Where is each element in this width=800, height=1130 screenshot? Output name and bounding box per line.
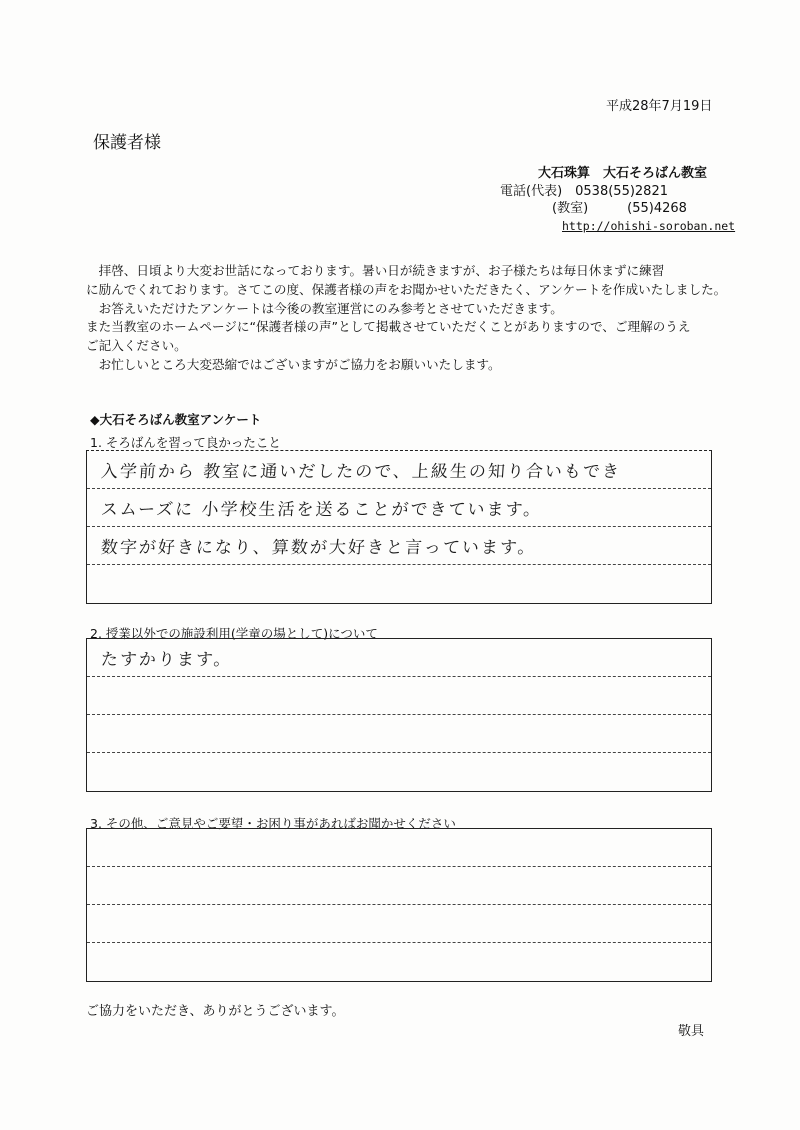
answer-line: [87, 829, 711, 867]
question-1-answer-box[interactable]: [86, 450, 712, 604]
answer-line: [87, 867, 711, 905]
handwritten-answer: スムーズに 小学校生活を送ることができています。: [100, 500, 543, 520]
letter-line: ご記入ください。: [86, 338, 187, 354]
closing-thanks: ご協力をいただき、ありがとうございます。: [86, 1004, 345, 1019]
addressee: 保護者様: [93, 133, 161, 153]
handwritten-answer: 入学前から 教室に通いだしたので、上級生の知り合いもでき: [100, 462, 622, 482]
letter-line: に励んでくれております。さてこの度、保護者様の声をお聞かせいただきたく、アンケートを作成いたしました。: [86, 281, 727, 297]
answer-line: [87, 677, 711, 715]
letter-line: 拝啓、日頃より大変お世話になっております。暑い日が続きますが、お子様たちは毎日休まずに練習: [86, 263, 665, 278]
answer-line: [87, 639, 711, 677]
question-3-label: 3. その他、ご意見やご要望・お困り事があればお聞かせください: [90, 816, 456, 831]
answer-line: [87, 489, 711, 527]
handwritten-answer: たすかります。: [100, 650, 234, 670]
answer-line: [87, 753, 711, 791]
question-1-label: 1. そろばんを習って良かったこと: [90, 435, 281, 450]
sign-off: 敬具: [678, 1024, 705, 1039]
question-2-label: 2. 授業以外での施設利用(学童の場として)について: [90, 626, 378, 641]
letter-body: [86, 262, 726, 375]
sender-phone-main: 電話(代表) 0538(55)2821: [500, 183, 668, 199]
sender-url-link[interactable]: http://ohishi-soroban.net: [562, 218, 736, 233]
letter-line: お答えいただけたアンケートは今後の教室運営にのみ参考とさせていただきます。: [86, 300, 563, 316]
answer-line: [87, 451, 711, 489]
answer-line: [87, 715, 711, 753]
letter-line: お忙しいところ大変恐縮ではございますがご協力をお願いいたします。: [86, 356, 501, 372]
answer-line: [87, 565, 711, 603]
survey-title: ◆大石そろばん教室アンケート: [90, 412, 262, 427]
sender-block: [500, 165, 735, 235]
letter-date: 平成28年7月19日: [606, 99, 713, 114]
question-3-answer-box[interactable]: [86, 828, 712, 982]
answer-line: [87, 905, 711, 943]
sender-phone-classroom: (教室) (55)4268: [552, 201, 687, 216]
answer-line: [87, 527, 711, 565]
handwritten-answer: 数字が好きになり、算数が大好きと言っています。: [100, 538, 538, 558]
answer-line: [87, 943, 711, 981]
question-2-answer-box[interactable]: [86, 638, 712, 792]
sender-name: 大石珠算 大石そろばん教室: [538, 166, 708, 181]
letter-line: また当教室のホームページに“保護者様の声”として掲載させていただくことがありますので、ご理解のうえ: [86, 319, 691, 335]
